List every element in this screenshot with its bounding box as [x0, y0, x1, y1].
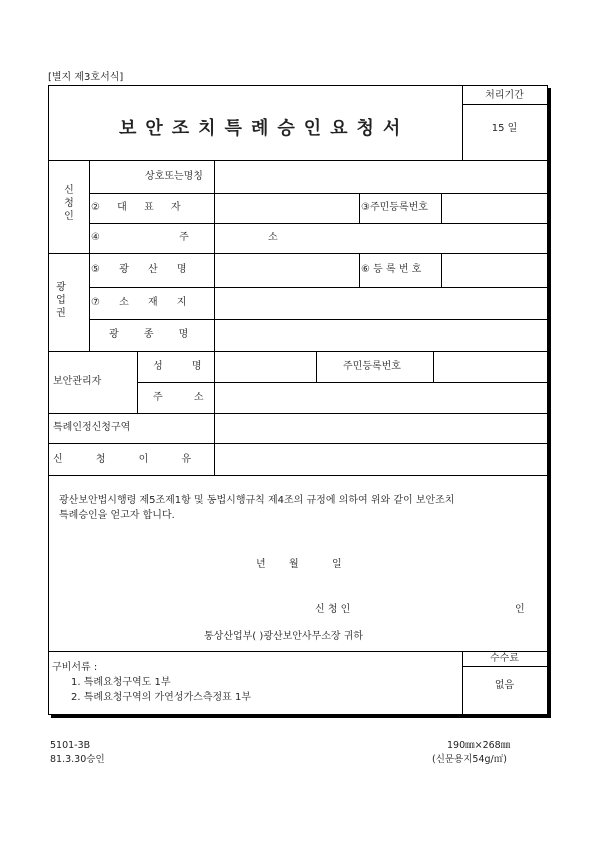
date-day-label: 일 — [332, 559, 342, 570]
paper-spec: (신문용지54g/㎡) — [432, 754, 507, 765]
company-name-label: 상호또는명칭 — [145, 171, 203, 182]
form-title: 보안조치특례승인요청서 — [119, 118, 410, 139]
paper-size: 190㎜×268㎜ — [447, 740, 511, 751]
divider — [137, 351, 138, 413]
date-month-label: 월 — [289, 559, 299, 570]
applicant-group-label: 신 청 인 — [64, 185, 74, 222]
fee-label: 수수료 — [490, 653, 519, 664]
special-zone-label: 특례인정신청구역 — [53, 422, 131, 433]
divider — [214, 160, 215, 475]
manager-name-label: 성 명 — [153, 361, 202, 372]
divider — [89, 319, 547, 320]
attachment-item: 1. 특례요청구역도 1부 — [71, 677, 171, 688]
divider — [359, 193, 360, 223]
divider — [49, 475, 547, 476]
applicant-signature-label: 신 청 인 — [315, 604, 351, 615]
divider — [49, 253, 547, 254]
mineral-name-label: 광 종 명 — [109, 329, 189, 340]
representative-label: ② 대 표 자 — [91, 202, 181, 213]
divider — [462, 104, 547, 105]
attachments-label: 구비서류 : — [52, 662, 98, 673]
attachment-item: 2. 특례요청구역의 가연성가스측정표 1부 — [71, 692, 251, 703]
reason-label: 신 청 이 유 — [53, 454, 192, 465]
manager-address-label: 주 소 — [153, 392, 204, 403]
fee-value: 없음 — [494, 680, 515, 691]
processing-label: 처리기간 — [485, 90, 524, 101]
application-form — [48, 85, 548, 715]
divider — [49, 413, 547, 414]
divider — [89, 223, 547, 224]
divider — [316, 351, 317, 382]
divider — [359, 253, 360, 287]
divider — [89, 193, 547, 194]
divider — [49, 160, 547, 161]
manager-resident-number-label: 주민등록번호 — [343, 361, 401, 372]
form-code: 5101-3B — [50, 740, 91, 751]
approval-date: 81.3.30승인 — [50, 754, 105, 765]
mine-name-label: ⑤ 광 산 명 — [91, 264, 187, 275]
addressee: 통상산업부( )광산보안사무소장 귀하 — [204, 631, 364, 642]
divider — [441, 193, 442, 223]
divider — [49, 351, 547, 352]
statement-line-2: 특례승인을 얻고자 합니다. — [59, 510, 175, 521]
date-year-label: 년 — [256, 559, 266, 570]
mining-rights-group-label: 광 업 권 — [56, 282, 66, 319]
security-manager-label: 보안관리자 — [53, 376, 102, 387]
location-label: ⑦ 소 재 지 — [91, 297, 187, 308]
divider — [137, 382, 547, 383]
seal-label: 인 — [515, 604, 525, 615]
divider — [433, 351, 434, 382]
form-number: [별지 제3호서식] — [48, 72, 124, 83]
divider — [49, 443, 547, 444]
resident-number-label: ③주민등록번호 — [361, 202, 428, 213]
divider — [89, 287, 547, 288]
address-label: ④ 주 소 — [91, 232, 278, 243]
statement-line-1: 광산보안법시행령 제5조제1항 및 동법시행규칙 제4조의 규정에 의하여 위와 같이 보안조치 — [59, 495, 455, 506]
divider — [49, 651, 547, 652]
registration-number-label: ⑥ 등 록 번 호 — [361, 264, 422, 275]
divider — [89, 160, 90, 351]
divider — [462, 666, 547, 667]
divider — [441, 253, 442, 287]
processing-value: 15 일 — [491, 123, 518, 134]
